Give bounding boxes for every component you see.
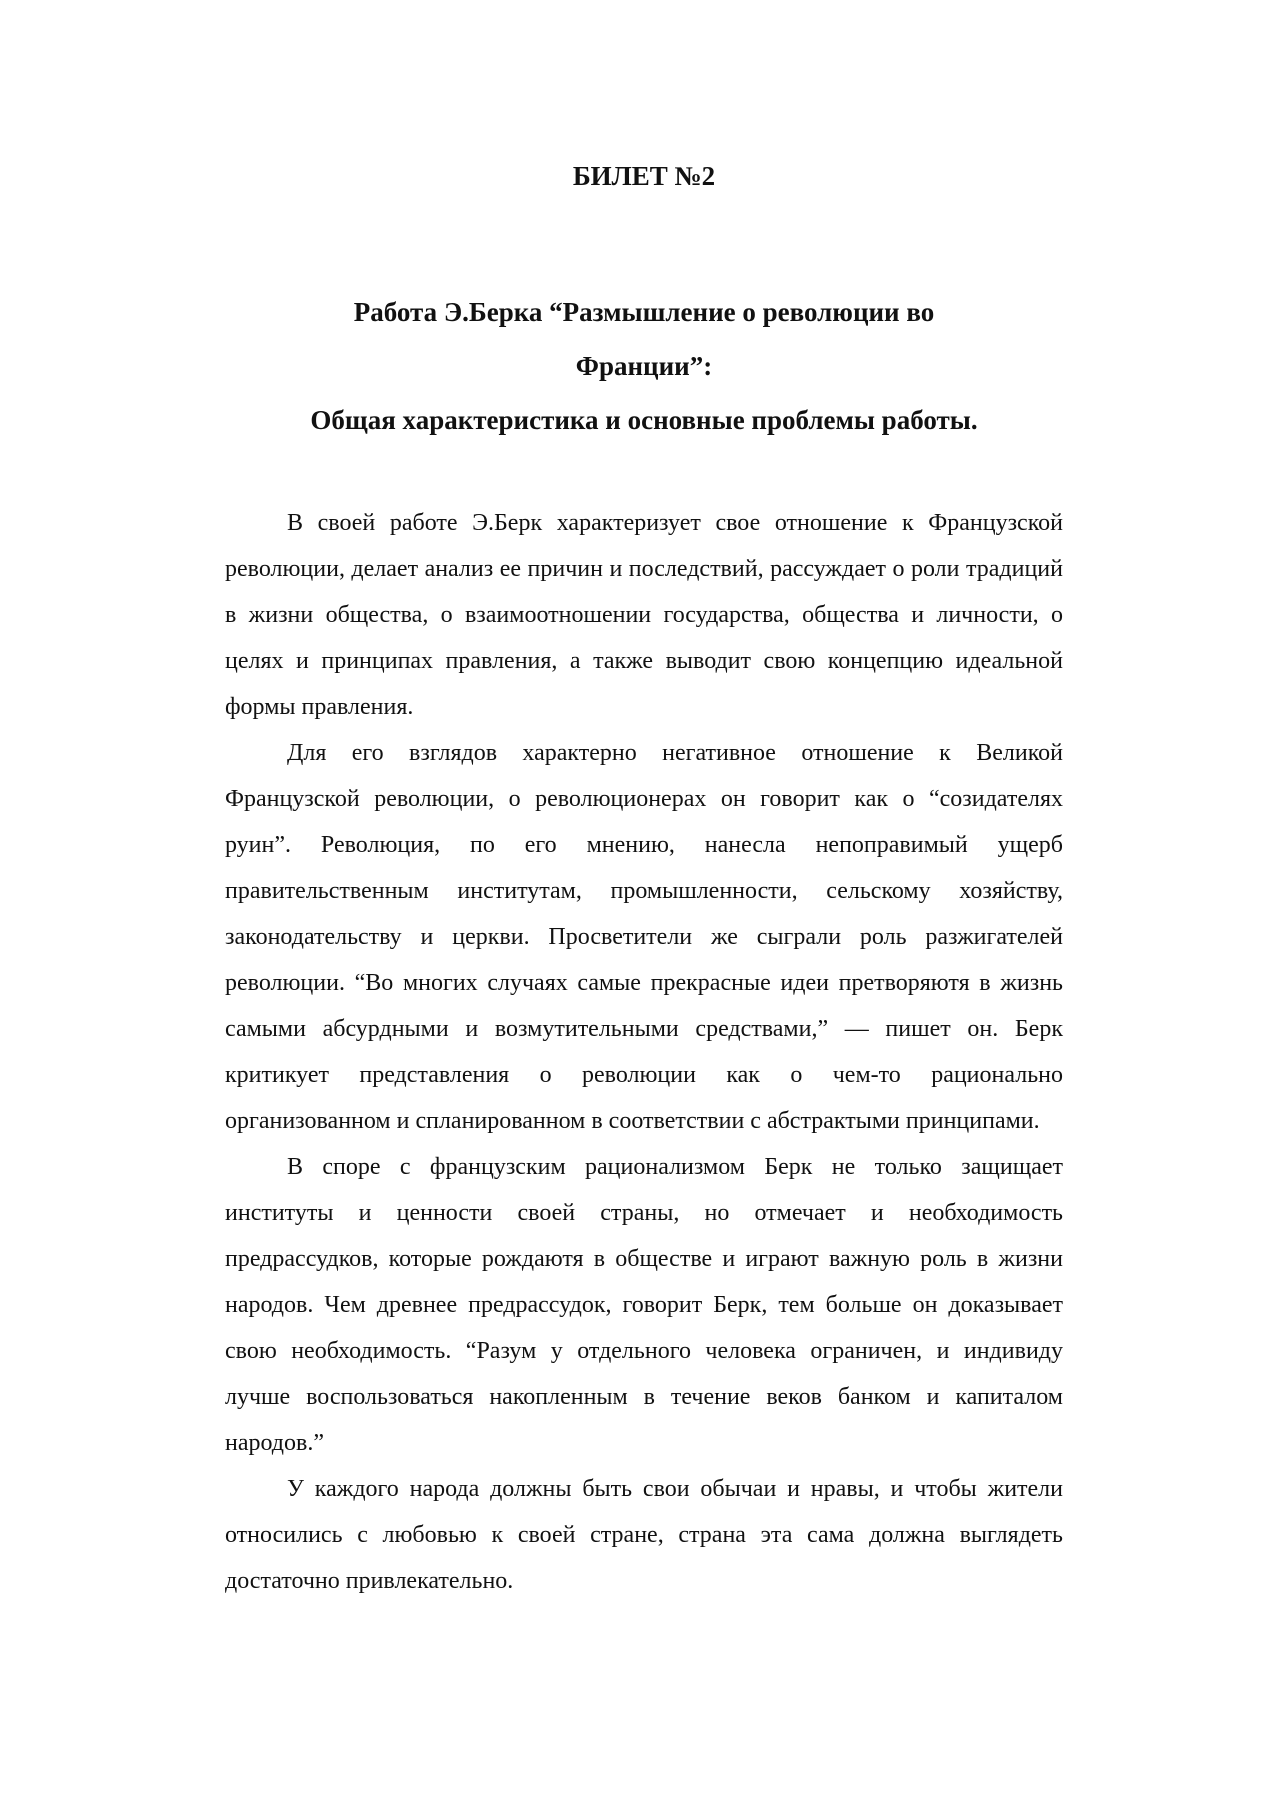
paragraph: В своей работе Э.Берк характеризует свое отношение к Французской революции, делает анализ ее причин и последствий, рассуждает о роли традиций в жизни общества, о взаимоотношении государства, общества и личности, о целях и принципах правления, а также выводит свою концепцию идеальной формы правления. (225, 510, 1063, 720)
body-text (225, 500, 1063, 1604)
ticket-title: БИЛЕТ №2 (572, 161, 716, 191)
paragraph: У каждого народа должны быть свои обычаи и нравы, и чтобы жители относились с любовью к своей стране, страна эта сама должна выглядеть достаточно привлекательно. (225, 1476, 1063, 1594)
paragraph: Для его взглядов характерно негативное отношение к Великой Французской революции, о революционерах он говорит как о “созидателях руин”. Революция, по его мнению, нанесла непоправимый ущерб правительственным институтам, промышленности, сельскому хозяйству, законодательству и церкви. Просветители же сыграли роль разжигателей революции. “Во многих случаях самые прекрасные идеи претворяютя в жизнь самыми абсурдными и возмутительными средствами,” — пишет он. Берк критикует представления о революции как о чем-то рационально организованном и спланированном в соответствии с абстрактыми принципами. (225, 740, 1063, 1134)
heading-line: Работа Э.Берка “Размышление о революции во (353, 297, 935, 327)
work-heading (225, 285, 1063, 447)
heading-line: Общая характеристика и основные проблемы работы. (310, 405, 978, 435)
heading-line: Франции”: (575, 351, 713, 381)
page-content (225, 150, 1063, 1604)
paragraph: В споре с французским рационализмом Берк не только защищает институты и ценности своей страны, но отмечает и необходимость предрассудков, которые рождаютя в обществе и играют важную роль в жизни народов. Чем древнее предрассудок, говорит Берк, тем больше он доказывает свою необходимость. “Разум у отдельного человека ограничен, и индивиду лучше воспользоваться накопленным в течение веков банком и капиталом народов.” (225, 1154, 1063, 1456)
